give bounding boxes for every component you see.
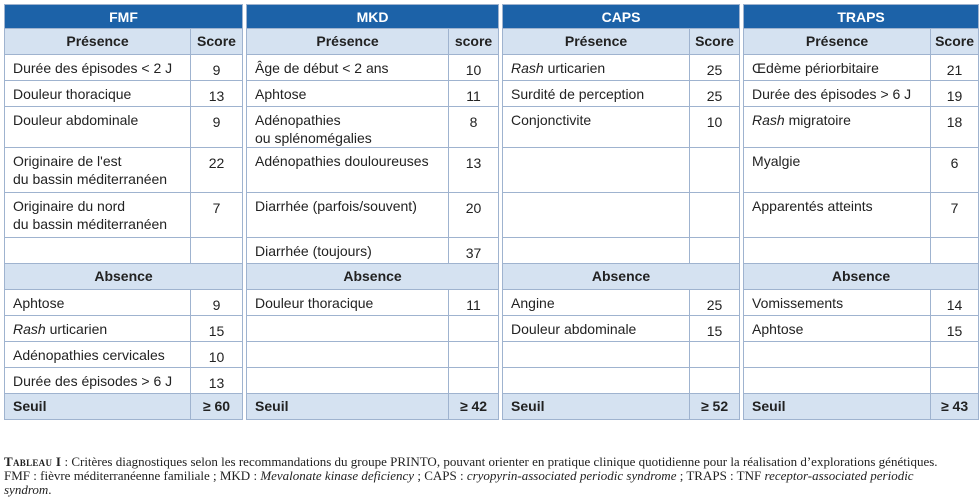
absence-label: Absence <box>503 264 740 290</box>
criterion-text: urticarien <box>547 60 606 76</box>
caption-text: ; TRAPS : TNF <box>676 468 765 483</box>
presence-label: Présence <box>503 29 690 55</box>
absence-label: Absence <box>744 264 979 290</box>
criterion: Adénopathies douloureuses <box>247 148 449 193</box>
criterion-line: du bassin méditerranéen <box>13 216 168 232</box>
criterion <box>503 342 690 368</box>
score-label: Score <box>191 29 243 55</box>
header-row <box>5 5 979 29</box>
caption-text: ; CAPS : <box>414 468 467 483</box>
score-value: 25 <box>690 81 740 107</box>
score-value: 11 <box>449 81 499 107</box>
criterion: Durée des épisodes < 2 J <box>5 55 191 81</box>
criterion: Douleur thoracique <box>5 81 191 107</box>
score-value: 22 <box>191 148 243 193</box>
caption-label: Tableau I <box>4 454 62 469</box>
criterion: Conjonctivite <box>503 107 690 148</box>
criterion <box>247 368 449 394</box>
criterion <box>5 193 191 238</box>
score-label: score <box>449 29 499 55</box>
criterion: Douleur abdominale <box>503 316 690 342</box>
criterion: Aphtose <box>247 81 449 107</box>
score-value: 18 <box>931 107 979 148</box>
table-row <box>5 238 979 264</box>
score-value: 14 <box>931 290 979 316</box>
criterion <box>5 148 191 193</box>
column-header-fmf: FMF <box>5 5 243 29</box>
table-row <box>5 55 979 81</box>
seuil-label: Seuil <box>247 394 449 420</box>
rash-word: Rash <box>13 321 46 337</box>
caption-italic: Mevalonate kinase deficiency <box>260 468 415 483</box>
criterion-text: migratoire <box>788 112 851 128</box>
criterion: Douleur abdominale <box>5 107 191 148</box>
table-row <box>5 316 979 342</box>
criterion-line: Originaire du nord <box>13 198 126 214</box>
criterion: Œdème périorbitaire <box>744 55 931 81</box>
score-value: 8 <box>449 107 499 148</box>
criterion: Apparentés atteints <box>744 193 931 238</box>
score-value: 20 <box>449 193 499 238</box>
score-value <box>690 238 740 264</box>
criterion: Diarrhée (parfois/souvent) <box>247 193 449 238</box>
criterion-line: du bassin méditerranéen <box>13 171 168 187</box>
seuil-label: Seuil <box>5 394 191 420</box>
caption-italic: cryopyrin-associated periodic syndrome <box>466 468 677 483</box>
criterion <box>744 238 931 264</box>
seuil-row <box>5 394 979 420</box>
caption-text: Critères diagnostiques selon les recommandations du groupe PRINTO, pouvant orienter en pratique clinique quotidienne pour la réalisation d’explorations génétiques. FMF : fièvre méditerranéenne familiale ; MKD : <box>4 454 938 483</box>
presence-label: Présence <box>5 29 191 55</box>
score-value <box>690 193 740 238</box>
score-value: 10 <box>449 55 499 81</box>
score-value <box>931 342 979 368</box>
criterion: Myalgie <box>744 148 931 193</box>
seuil-label: Seuil <box>744 394 931 420</box>
criterion-line: Adénopathies <box>255 112 341 128</box>
table-row <box>5 193 979 238</box>
caption-text: . <box>48 482 52 497</box>
absence-label: Absence <box>5 264 243 290</box>
score-value: 25 <box>690 55 740 81</box>
score-value: 10 <box>191 342 243 368</box>
score-value: 25 <box>690 290 740 316</box>
score-value: 11 <box>449 290 499 316</box>
seuil-value: ≥ 43 <box>931 394 979 420</box>
seuil-value: ≥ 42 <box>449 394 499 420</box>
criterion-line: Originaire de l'est <box>13 153 122 169</box>
criterion <box>247 342 449 368</box>
criterion <box>503 55 690 81</box>
criterion: Âge de début < 2 ans <box>247 55 449 81</box>
table-row <box>5 368 979 394</box>
criterion: Durée des épisodes > 6 J <box>744 81 931 107</box>
table-row <box>5 107 979 148</box>
score-value: 37 <box>449 238 499 264</box>
score-label: Score <box>690 29 740 55</box>
score-value <box>690 342 740 368</box>
score-value: 7 <box>191 193 243 238</box>
caption-italic: receptor-associated periodic syndrom <box>4 468 914 497</box>
criterion: Durée des épisodes > 6 J <box>5 368 191 394</box>
caption-separator: : <box>61 454 72 469</box>
score-value <box>449 342 499 368</box>
column-header-caps: CAPS <box>503 5 740 29</box>
seuil-label: Seuil <box>503 394 690 420</box>
score-value: 13 <box>191 81 243 107</box>
score-value: 15 <box>191 316 243 342</box>
score-value: 19 <box>931 81 979 107</box>
score-value <box>690 368 740 394</box>
column-header-traps: TRAPS <box>744 5 979 29</box>
criterion: Adénopathies cervicales <box>5 342 191 368</box>
score-label: Score <box>931 29 979 55</box>
score-value: 6 <box>931 148 979 193</box>
score-value <box>449 368 499 394</box>
criterion <box>744 368 931 394</box>
seuil-value: ≥ 60 <box>191 394 243 420</box>
criterion: Aphtose <box>5 290 191 316</box>
score-value: 9 <box>191 55 243 81</box>
criterion: Diarrhée (toujours) <box>247 238 449 264</box>
criterion <box>503 238 690 264</box>
criterion: Angine <box>503 290 690 316</box>
criterion <box>503 368 690 394</box>
diagnostic-criteria-table <box>4 4 979 420</box>
presence-label: Présence <box>744 29 931 55</box>
seuil-value: ≥ 52 <box>690 394 740 420</box>
absence-subheader-row <box>5 264 979 290</box>
criterion <box>503 193 690 238</box>
column-header-mkd: MKD <box>247 5 499 29</box>
table-caption <box>4 455 948 497</box>
criterion: Douleur thoracique <box>247 290 449 316</box>
presence-subheader-row <box>5 29 979 55</box>
criterion-text: urticarien <box>49 321 108 337</box>
score-value: 15 <box>690 316 740 342</box>
criterion-line: ou splénomégalies <box>255 130 372 146</box>
score-value: 21 <box>931 55 979 81</box>
score-value <box>690 148 740 193</box>
score-value <box>191 238 243 264</box>
criterion: Surdité de perception <box>503 81 690 107</box>
table-row <box>5 148 979 193</box>
score-value: 15 <box>931 316 979 342</box>
criterion <box>247 107 449 148</box>
criterion <box>744 342 931 368</box>
table-row <box>5 81 979 107</box>
criterion <box>247 316 449 342</box>
criterion <box>503 148 690 193</box>
score-value: 7 <box>931 193 979 238</box>
criterion: Aphtose <box>744 316 931 342</box>
presence-label: Présence <box>247 29 449 55</box>
score-value <box>449 316 499 342</box>
criterion <box>5 316 191 342</box>
score-value <box>931 368 979 394</box>
criterion <box>5 238 191 264</box>
score-value: 13 <box>191 368 243 394</box>
rash-word: Rash <box>752 112 785 128</box>
absence-label: Absence <box>247 264 499 290</box>
table-row <box>5 290 979 316</box>
table-row <box>5 342 979 368</box>
score-value: 9 <box>191 107 243 148</box>
score-value: 9 <box>191 290 243 316</box>
score-value <box>931 238 979 264</box>
score-value: 10 <box>690 107 740 148</box>
score-value: 13 <box>449 148 499 193</box>
criterion: Vomissements <box>744 290 931 316</box>
rash-word: Rash <box>511 60 544 76</box>
criterion <box>744 107 931 148</box>
